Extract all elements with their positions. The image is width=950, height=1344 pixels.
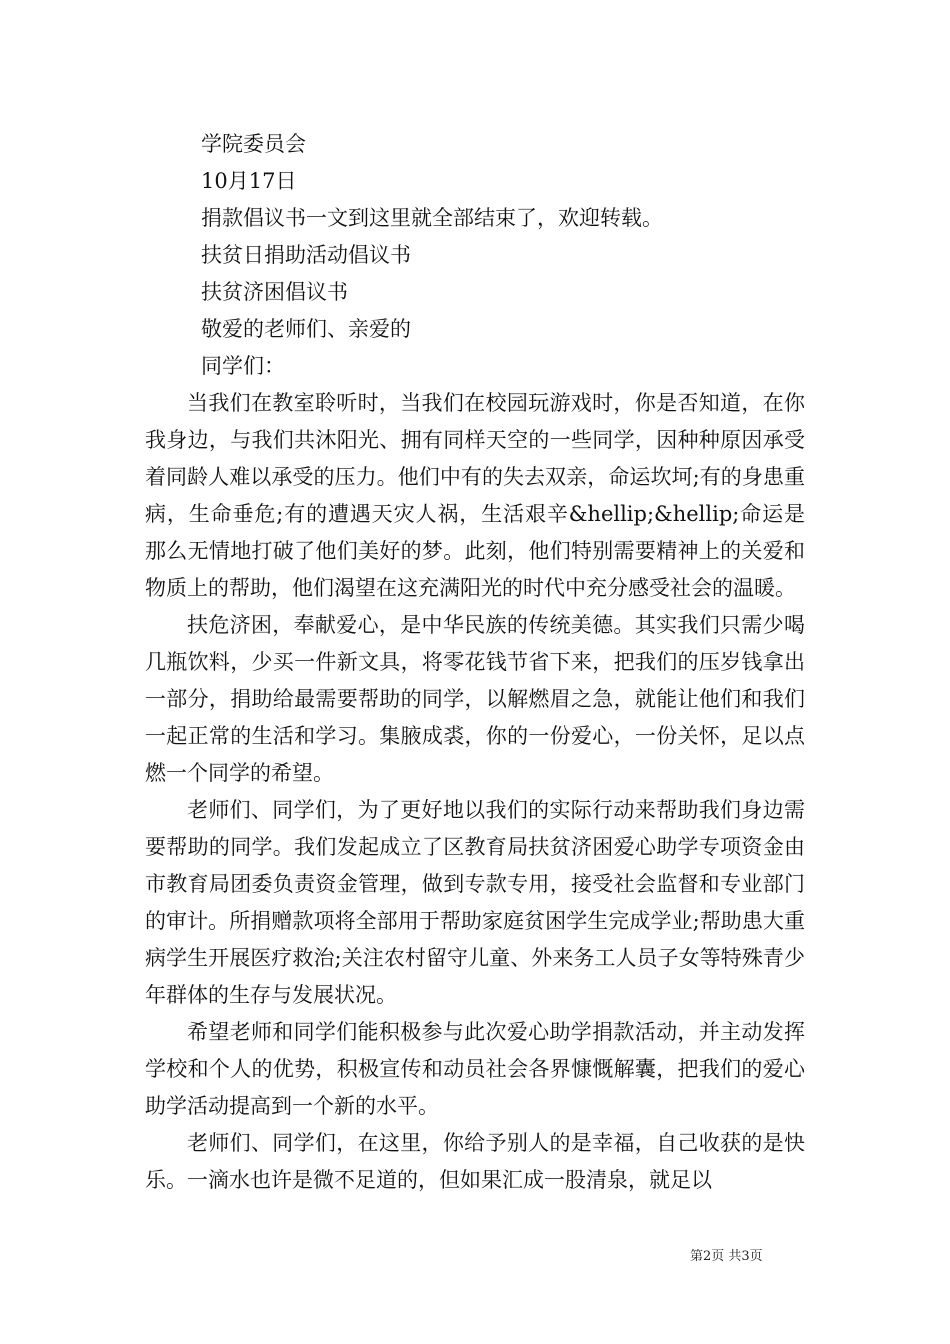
salutation-line-1: 敬爱的老师们、亲爱的 bbox=[201, 317, 411, 341]
signature-date: 10月17日 bbox=[201, 169, 297, 193]
page-number: 第2页 共3页 bbox=[690, 1249, 763, 1264]
paragraph-4: 希望老师和同学们能积极参与此次爱心助学捐款活动，并主动发挥学校和个人的优势，积极宣传和动员社会各界慷慨解囊，把我们的爱心助学活动提高到一个新的水平。 bbox=[145, 1020, 805, 1118]
closing-note: 捐款倡议书一文到这里就全部结束了，欢迎转载。 bbox=[201, 206, 663, 230]
paragraph-1: 当我们在教室聆听时，当我们在校园玩游戏时，你是否知道，在你我身边，与我们共沐阳光、拥有同样天空的一些同学，因种种原因承受着同龄人难以承受的压力。他们中有的失去双亲，命运坎坷;有的身患重病，生命垂危;有的遭遇天灾人祸，生活艰辛&hellip;&hellip;命运是那么无情地打破了他们美好的梦。此刻，他们特别需要精神上的关爱和物质上的帮助，他们渴望在这充满阳光的时代中充分感受社会的温暖。 bbox=[145, 391, 805, 600]
signature-committee: 学院委员会 bbox=[201, 132, 306, 156]
related-title-1: 扶贫日捐助活动倡议书 bbox=[201, 243, 411, 267]
related-title-2: 扶贫济困倡议书 bbox=[201, 280, 348, 304]
paragraph-5: 老师们、同学们，在这里，你给予别人的是幸福，自己收获的是快乐。一滴水也许是微不足道的，但如果汇成一股清泉，就足以 bbox=[145, 1131, 805, 1192]
salutation-line-2: 同学们： bbox=[201, 354, 285, 378]
paragraph-3: 老师们、同学们，为了更好地以我们的实际行动来帮助我们身边需要帮助的同学。我们发起成立了区教育局扶贫济困爱心助学专项资金由市教育局团委负责资金管理，做到专款专用，接受社会监督和专业部门的审计。所捐赠款项将全部用于帮助家庭贫困学生完成学业;帮助患大重病学生开展医疗救治;关注农村留守儿童、外来务工人员子女等特殊青少年群体的生存与发展状况。 bbox=[145, 798, 805, 1007]
paragraph-2: 扶危济困，奉献爱心，是中华民族的传统美德。其实我们只需少喝几瓶饮料，少买一件新文具，将零花钱节省下来，把我们的压岁钱拿出一部分，捐助给最需要帮助的同学，以解燃眉之急，就能让他们和我们一起正常的生活和学习。集腋成裘，你的一份爱心，一份关怀，足以点燃一个同学的希望。 bbox=[145, 613, 805, 785]
document-body bbox=[145, 126, 805, 1199]
